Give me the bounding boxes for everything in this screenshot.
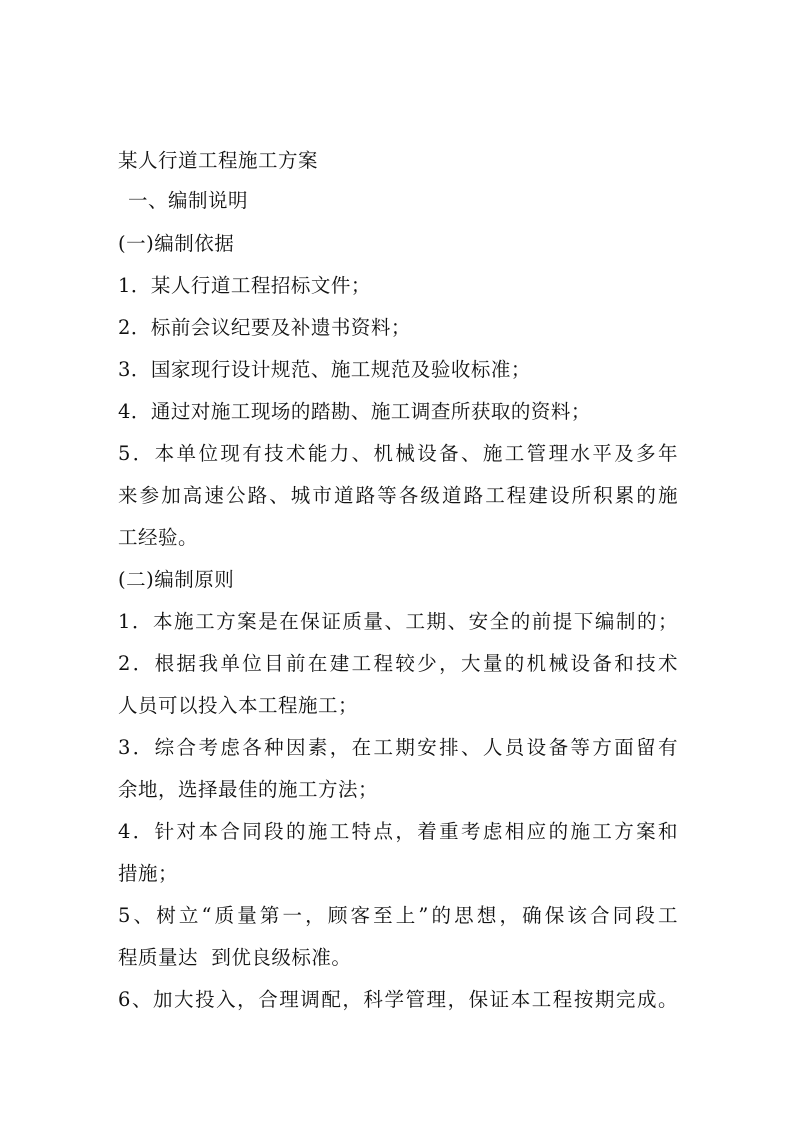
principle-item-2-line-1: 2．根据我单位目前在建工程较少，大量的机械设备和技术 bbox=[118, 652, 678, 675]
principle-item-1: 1．本施工方案是在保证质量、工期、安全的前提下编制的； bbox=[118, 610, 678, 633]
basis-item-2: 2．标前会议纪要及补遗书资料； bbox=[118, 316, 411, 339]
principle-item-3-line-2: 余地，选择最佳的施工方法； bbox=[118, 778, 379, 801]
principle-item-5-line-1: 5、树立“质量第一，顾客至上”的思想，确保该合同段工 bbox=[118, 904, 678, 927]
basis-item-5-line-1: 5．本单位现有技术能力、机械设备、施工管理水平及多年 bbox=[118, 442, 678, 465]
basis-item-5-line-3: 工经验。 bbox=[118, 526, 199, 549]
basis-item-4: 4．通过对施工现场的踏勘、施工调查所获取的资料； bbox=[118, 400, 591, 423]
principle-item-5-line-2: 程质量达 到优良级标准。 bbox=[118, 946, 352, 969]
subsection-heading-basis: (一)编制依据 bbox=[118, 232, 235, 255]
subsection-heading-principles: (二)编制原则 bbox=[118, 568, 235, 591]
document-title: 某人行道工程施工方案 bbox=[118, 149, 319, 172]
section-heading: 一、编制说明 bbox=[128, 189, 249, 212]
principle-item-6: 6、加大投入，合理调配，科学管理，保证本工程按期完成。 bbox=[118, 988, 678, 1011]
principle-item-2-line-2: 人员可以投入本工程施工； bbox=[118, 694, 359, 717]
basis-item-3: 3．国家现行设计规范、施工规范及验收标准； bbox=[118, 358, 531, 381]
principle-item-3-line-1: 3．综合考虑各种因素，在工期安排、人员设备等方面留有 bbox=[118, 736, 678, 759]
basis-item-1: 1．某人行道工程招标文件； bbox=[118, 274, 371, 297]
basis-item-5-line-2: 来参加高速公路、城市道路等各级道路工程建设所积累的施 bbox=[118, 484, 678, 507]
principle-item-4-line-2: 措施； bbox=[118, 862, 179, 885]
principle-item-4-line-1: 4．针对本合同段的施工特点，着重考虑相应的施工方案和 bbox=[118, 820, 678, 843]
